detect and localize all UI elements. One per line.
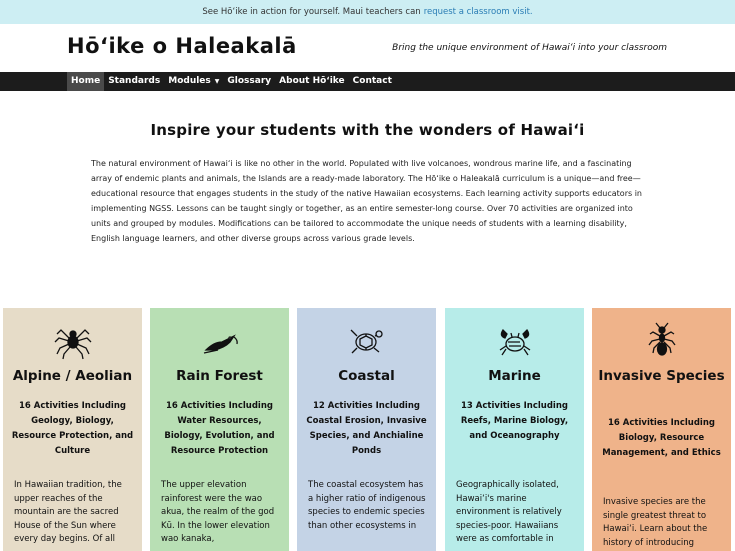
card-description: Geographically isolated, Hawaiʻi's marine environment is relatively species-poor. Hawaiians were as comfortable in [456, 480, 562, 544]
spider-icon [3, 320, 142, 360]
card-subtitle: 16 Activities Including Geology, Biology, Resource Protection, and Culture [11, 401, 134, 456]
bird-icon [150, 320, 289, 360]
banner-text: See Hōʻike in action for yourself. Maui teachers can [202, 7, 421, 17]
nav-label: Standards [108, 76, 161, 86]
caret-down-icon: ▼ [214, 78, 220, 85]
module-card-coastal[interactable] [297, 308, 436, 551]
site-tagline: Bring the unique environment of Hawaiʻi into your classroom [392, 43, 667, 53]
nav-item-modules[interactable] [164, 72, 223, 91]
card-description: Invasive species are the single greatest threat to Hawaiʻi. Learn about the history of introducing [603, 497, 708, 548]
card-subtitle: 12 Activities Including Coastal Erosion, Invasive Species, and Anchialine Ponds [306, 401, 427, 456]
main-nav [0, 72, 735, 91]
card-title: Invasive Species [598, 368, 725, 384]
card-subtitle: 16 Activities Including Water Resources, Biology, Evolution, and Resource Protection [164, 401, 275, 456]
nav-label: Home [71, 76, 101, 86]
request-visit-link[interactable]: request a classroom visit. [423, 7, 533, 17]
nav-item-home[interactable] [67, 72, 104, 91]
nav-label: Glossary [227, 76, 272, 86]
announcement-banner [0, 0, 735, 24]
nav-item-standards[interactable] [104, 72, 164, 91]
nav-item-contact[interactable] [349, 72, 396, 91]
module-card-rain-forest[interactable] [150, 308, 289, 551]
card-title: Alpine / Aeolian [12, 368, 133, 384]
card-subtitle: 13 Activities Including Reefs, Marine Biology, and Oceanography [460, 401, 569, 441]
module-card-alpine[interactable] [3, 308, 142, 551]
intro-heading: Inspire your students with the wonders of Hawaiʻi [150, 121, 585, 139]
nav-label: Modules [168, 76, 211, 86]
nav-label: Contact [352, 76, 392, 86]
card-description: The upper elevation rainforest were the wao akua, the realm of the god Kū. In the lower elevation wao kanaka, [161, 480, 275, 544]
intro-paragraph: The natural environment of Hawaiʻi is like no other in the world. Populated with live volcanoes, wondrous marine life, and a fascinating array of endemic plants and animals, the Islands are a ready-made laboratory. The Hōʻike o Haleakalā curriculum is a unique—and free—educational resource that engages students in the study of the native Hawaiian ecosystems. Each learning activity supports educators in implementing NGSS. Lessons can be taught singly or together, as an entire semester-long course. Over 70 activities are organized into units and grouped by modules. Modifications can be tailored to accommodate the unique needs of students with a learning disability, English language learners, and other diverse groups across various grade levels. [91, 159, 642, 244]
nav-label: About Hōʻike [279, 76, 345, 86]
ant-icon [592, 320, 731, 360]
crab-icon [445, 320, 584, 360]
card-description: The coastal ecosystem has a higher ratio of indigenous species to endemic species than other ecosystems in [308, 480, 426, 531]
card-description: In Hawaiian tradition, the upper reaches of the mountain are the sacred House of the Sun where every day begins. Of all [14, 480, 122, 544]
card-title: Coastal [338, 368, 395, 384]
nav-item-about[interactable] [275, 72, 349, 91]
module-card-invasive-species[interactable] [592, 308, 731, 551]
site-header [0, 24, 735, 72]
module-card-marine[interactable] [445, 308, 584, 551]
card-title: Rain Forest [176, 368, 263, 384]
nav-item-glossary[interactable] [223, 72, 275, 91]
turtle-icon [297, 320, 436, 360]
card-subtitle: 16 Activities Including Biology, Resource Management, and Ethics [602, 418, 721, 458]
card-title: Marine [488, 368, 541, 384]
site-title[interactable]: Hōʻike o Haleakalā [67, 34, 297, 58]
